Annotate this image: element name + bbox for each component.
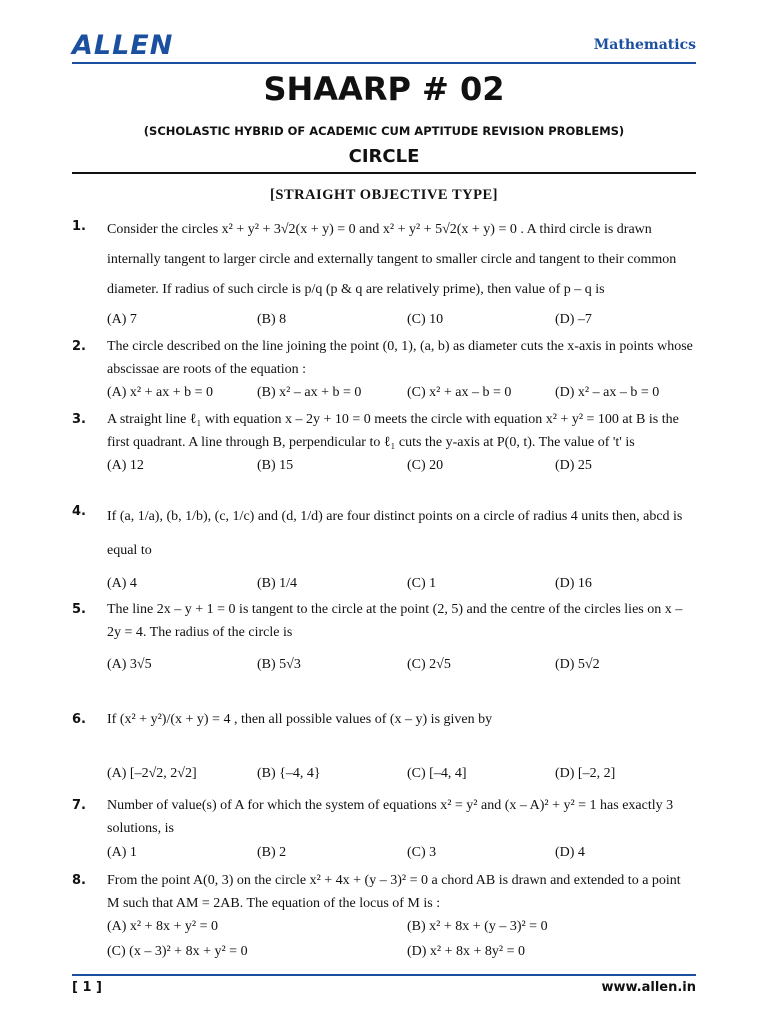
question-text: The line 2x – y + 1 = 0 is tangent to the circle at the point (2, 5) and the centre of the circles lies on x – 2y = 4. The radius of the circle is <box>107 602 683 640</box>
option-d[interactable]: (D) 4 <box>555 845 585 860</box>
page-title: SHAARP # 02 <box>263 70 505 108</box>
question-2 <box>72 335 696 381</box>
website-link[interactable]: www.allen.in <box>601 980 696 995</box>
question-text: The circle described on the line joining the point (0, 1), (a, b) as diameter cuts the x-axis in points whose abscissae are roots of the equation : <box>107 339 693 377</box>
option-c[interactable]: (C) x² + ax – b = 0 <box>407 385 512 400</box>
option-b[interactable]: (B) x² – ax + b = 0 <box>257 385 362 400</box>
question-number: 4. <box>72 504 86 519</box>
page-subtitle: (SCHOLASTIC HYBRID OF ACADEMIC CUM APTITUDE REVISION PROBLEMS) <box>143 124 625 138</box>
options-1 <box>107 312 707 334</box>
option-c[interactable]: (C) 20 <box>407 458 444 473</box>
subject-label: Mathematics <box>593 37 696 53</box>
question-number: 6. <box>72 712 86 727</box>
question-7 <box>72 794 696 840</box>
title-rule <box>72 172 696 174</box>
option-c[interactable]: (C) 1 <box>407 576 437 591</box>
footer-rule <box>72 974 696 976</box>
question-number: 3. <box>72 412 86 427</box>
option-a[interactable]: (A) x² + 8x + y² = 0 <box>107 919 219 934</box>
question-text: From the point A(0, 3) on the circle x² + 4x + (y – 3)² = 0 a chord AB is drawn and extended to a point M such that AM = 2AB. The equation of the locus of M is : <box>107 873 681 911</box>
question-8 <box>72 869 696 915</box>
option-d[interactable]: (D) 25 <box>555 458 592 473</box>
allen-logo: ALLEN <box>72 30 174 61</box>
options-6 <box>107 766 707 788</box>
question-4 <box>72 500 696 568</box>
question-number: 7. <box>72 798 86 813</box>
option-b[interactable]: (B) 1/4 <box>257 576 298 591</box>
page-number: [ 1 ] <box>72 980 102 995</box>
options-7 <box>107 845 707 867</box>
question-1 <box>72 215 696 305</box>
option-c[interactable]: (C) 3 <box>407 845 437 860</box>
option-c[interactable]: (C) (x – 3)² + 8x + y² = 0 <box>107 944 248 959</box>
question-text: Consider the circles x² + y² + 3√2(x + y) = 0 and x² + y² + 5√2(x + y) = 0 . A third circle is drawn internally tangent to larger circle and externally tangent to smaller circle and tangent to their common diameter. If radius of such circle is p/q (p & q are relatively prime), then value of p – q is <box>107 222 677 297</box>
options-5 <box>107 657 707 679</box>
option-b[interactable]: (B) 15 <box>257 458 294 473</box>
option-d[interactable]: (D) x² – ax – b = 0 <box>555 385 660 400</box>
question-number: 1. <box>72 219 86 234</box>
option-d[interactable]: (D) –7 <box>555 312 592 327</box>
option-d[interactable]: (D) 5√2 <box>555 657 600 672</box>
question-text: A straight line ℓ₁ with equation x – 2y + 10 = 0 meets the circle with equation x² + y² = 100 at B is the first quadrant. A line through B, perpendicular to ℓ₁ cuts the y-axis at P(0, t). The value of 't' is <box>107 412 679 450</box>
options-4 <box>107 576 707 598</box>
question-3 <box>72 408 696 454</box>
question-number: 8. <box>72 873 86 888</box>
option-c[interactable]: (C) [–4, 4] <box>407 766 467 781</box>
section-heading: [STRAIGHT OBJECTIVE TYPE] <box>270 187 498 203</box>
option-b[interactable]: (B) 2 <box>257 845 287 860</box>
option-d[interactable]: (D) x² + 8x + 8y² = 0 <box>407 944 526 959</box>
question-text: Number of value(s) of A for which the system of equations x² = y² and (x – A)² + y² = 1 has exactly 3 solutions, is <box>107 798 674 836</box>
question-number: 2. <box>72 339 86 354</box>
options-8-row-1 <box>107 919 707 941</box>
question-text: If (a, 1/a), (b, 1/b), (c, 1/c) and (d, 1/d) are four distinct points on a circle of radius 4 units then, abcd is equal to <box>107 509 683 558</box>
option-a[interactable]: (A) 7 <box>107 312 137 327</box>
option-b[interactable]: (B) x² + 8x + (y – 3)² = 0 <box>407 919 548 934</box>
option-a[interactable]: (A) x² + ax + b = 0 <box>107 385 214 400</box>
option-c[interactable]: (C) 10 <box>407 312 444 327</box>
header-rule <box>72 62 696 64</box>
question-6 <box>72 708 696 731</box>
option-b[interactable]: (B) {–4, 4} <box>257 766 321 781</box>
option-c[interactable]: (C) 2√5 <box>407 657 451 672</box>
option-d[interactable]: (D) [–2, 2] <box>555 766 616 781</box>
question-number: 5. <box>72 602 86 617</box>
option-b[interactable]: (B) 8 <box>257 312 287 327</box>
option-a[interactable]: (A) 1 <box>107 845 137 860</box>
option-b[interactable]: (B) 5√3 <box>257 657 301 672</box>
option-a[interactable]: (A) 12 <box>107 458 144 473</box>
question-5 <box>72 598 696 644</box>
options-8-row-2 <box>107 944 707 966</box>
options-3 <box>107 458 707 480</box>
option-a[interactable]: (A) 3√5 <box>107 657 152 672</box>
options-2 <box>107 385 707 407</box>
option-a[interactable]: (A) [–2√2, 2√2] <box>107 766 197 781</box>
topic-heading: CIRCLE <box>348 146 420 167</box>
option-a[interactable]: (A) 4 <box>107 576 137 591</box>
option-d[interactable]: (D) 16 <box>555 576 592 591</box>
question-text: If (x² + y²)/(x + y) = 4 , then all possible values of (x – y) is given by <box>107 712 493 727</box>
